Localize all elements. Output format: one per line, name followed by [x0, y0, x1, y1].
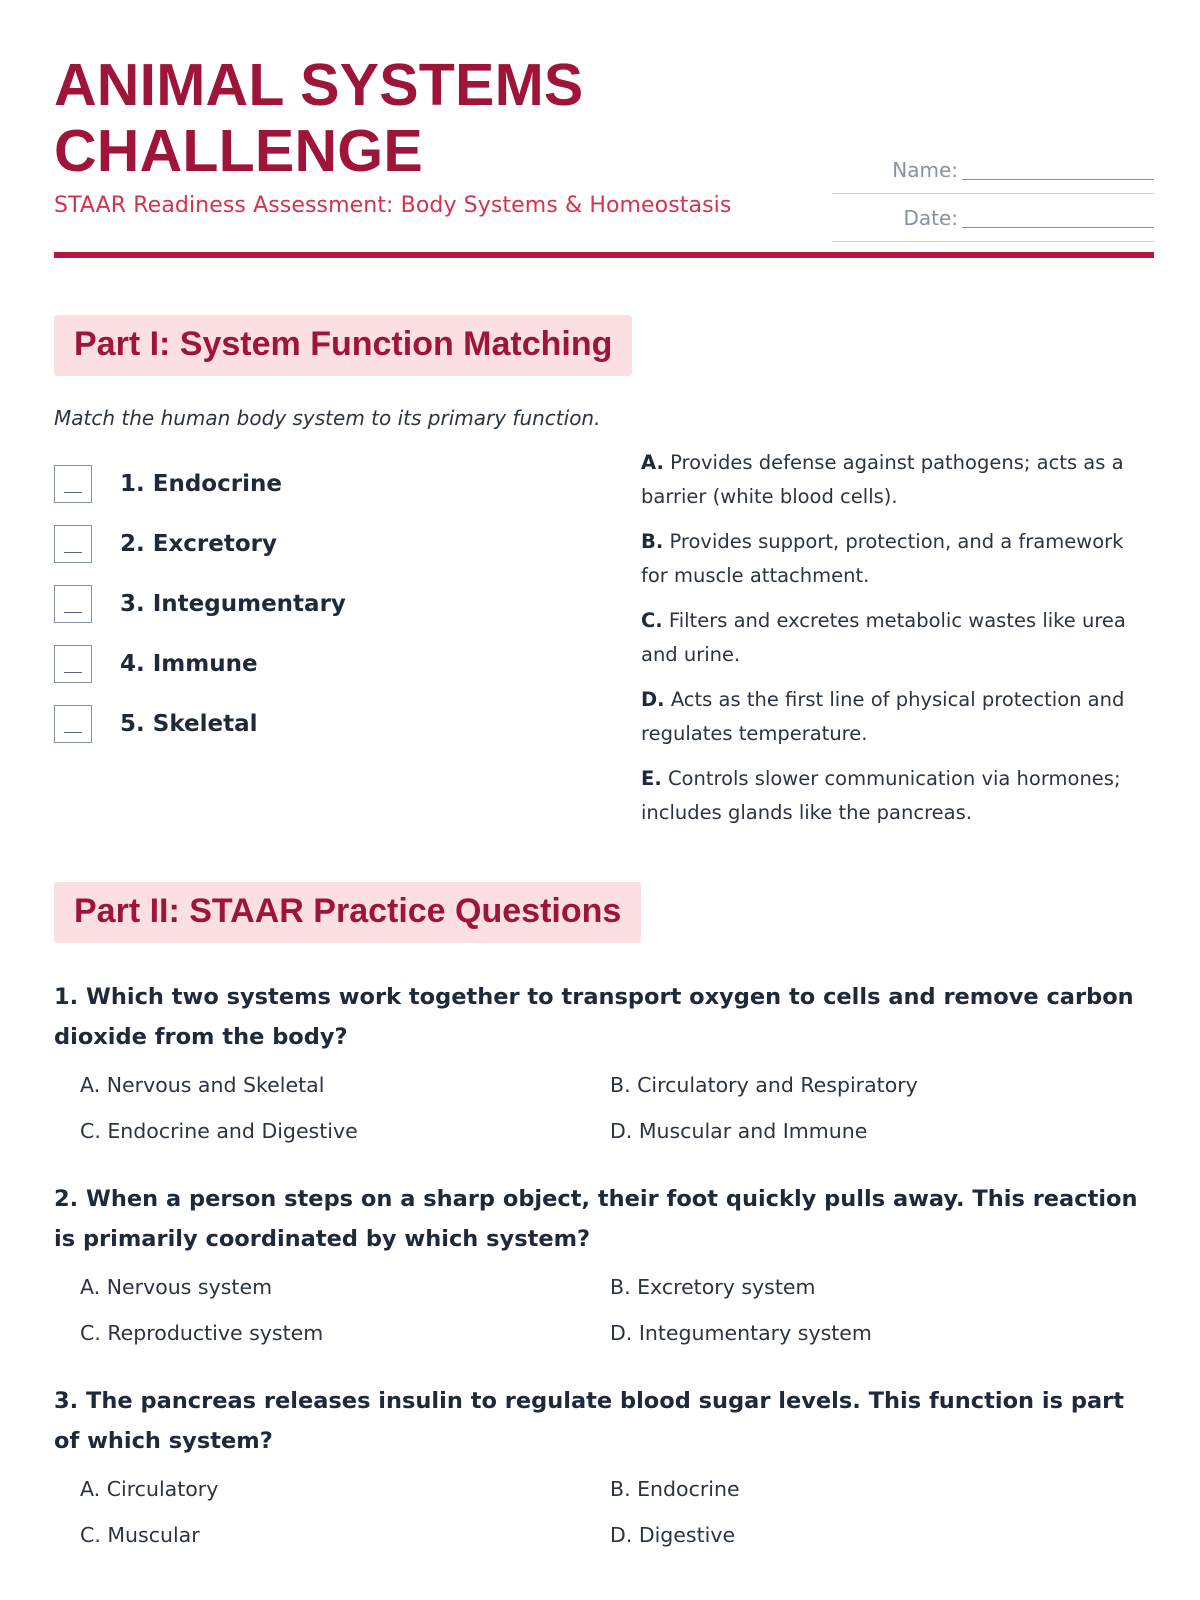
worksheet-page [54, 52, 1154, 1547]
part2-heading: Part II: STAAR Practice Questions [54, 882, 641, 943]
answer-box[interactable] [54, 645, 92, 683]
question-text: 1. Which two systems work together to transport oxygen to cells and remove carbon dioxide from the body? [54, 984, 1134, 1050]
answer-options [54, 1069, 1154, 1147]
definition-text: Provides support, protection, and a framework for muscle attachment. [641, 530, 1124, 587]
answer-options [54, 1271, 1154, 1349]
worksheet-title [54, 52, 694, 184]
question-block [54, 1179, 1154, 1349]
answer-box[interactable] [54, 585, 92, 623]
match-item [54, 574, 574, 634]
definition-text: Acts as the first line of physical protection and regulates temperature. [641, 688, 1125, 745]
answer-option[interactable]: C. Muscular [80, 1523, 200, 1547]
date-field[interactable] [832, 194, 1154, 242]
match-item [54, 694, 574, 754]
function-definition [641, 525, 1141, 593]
answer-options [54, 1473, 1154, 1551]
answer-option[interactable]: C. Endocrine and Digestive [80, 1119, 358, 1143]
part1-instruction: Match the human body system to its primary function. [54, 406, 601, 430]
title-line-2: CHALLENGE [54, 118, 423, 184]
definition-letter: C. [641, 609, 663, 632]
question-block [54, 1381, 1154, 1551]
answer-option[interactable]: C. Reproductive system [80, 1321, 324, 1345]
answer-box[interactable] [54, 705, 92, 743]
answer-option[interactable]: B. Excretory system [610, 1275, 816, 1299]
name-field[interactable] [832, 146, 1154, 194]
definition-text: Provides defense against pathogens; acts as a barrier (white blood cells). [641, 451, 1124, 508]
answer-option[interactable]: D. Integumentary system [610, 1321, 872, 1345]
student-info-fields [832, 146, 1154, 242]
match-item [54, 634, 574, 694]
title-line-1: ANIMAL SYSTEMS [54, 52, 584, 118]
system-label: 4. Immune [120, 651, 258, 677]
answer-option[interactable]: D. Digestive [610, 1523, 736, 1547]
worksheet-subtitle: STAAR Readiness Assessment: Body Systems & Homeostasis [54, 193, 732, 218]
header-divider [54, 252, 1154, 258]
answer-option[interactable]: B. Circulatory and Respiratory [610, 1073, 918, 1097]
name-blank-line[interactable] [962, 179, 1154, 180]
definition-letter: B. [641, 530, 664, 553]
match-item [54, 454, 574, 514]
question-block [54, 977, 1154, 1147]
answer-blank [64, 672, 82, 673]
answer-option[interactable]: D. Muscular and Immune [610, 1119, 868, 1143]
answer-blank [64, 552, 82, 553]
system-label: 2. Excretory [120, 531, 278, 557]
matching-area [54, 451, 1154, 844]
part2-section [54, 882, 1154, 1551]
function-definition [641, 683, 1141, 751]
definition-letter: D. [641, 688, 665, 711]
system-label: 5. Skeletal [120, 711, 258, 737]
definition-text: Controls slower communication via hormones; includes glands like the pancreas. [641, 767, 1121, 824]
part1-section [54, 315, 1154, 844]
answer-box[interactable] [54, 465, 92, 503]
definition-letter: A. [641, 451, 664, 474]
function-definition [641, 604, 1141, 672]
question-text: 3. The pancreas releases insulin to regulate blood sugar levels. This function is part of which system? [54, 1388, 1124, 1454]
system-label: 3. Integumentary [120, 591, 346, 617]
function-list [641, 446, 1141, 841]
match-item [54, 514, 574, 574]
worksheet-header [54, 52, 1154, 262]
function-definition [641, 446, 1141, 514]
date-label: Date: [903, 206, 958, 230]
answer-option[interactable]: A. Nervous system [80, 1275, 273, 1299]
answer-blank [64, 612, 82, 613]
answer-blank [64, 732, 82, 733]
answer-option[interactable]: B. Endocrine [610, 1477, 740, 1501]
answer-option[interactable]: A. Nervous and Skeletal [80, 1073, 325, 1097]
answer-blank [64, 492, 82, 493]
answer-box[interactable] [54, 525, 92, 563]
part1-heading: Part I: System Function Matching [54, 315, 632, 376]
system-list [54, 454, 574, 754]
name-label: Name: [892, 158, 958, 182]
definition-letter: E. [641, 767, 662, 790]
date-blank-line[interactable] [962, 227, 1154, 228]
definition-text: Filters and excretes metabolic wastes like urea and urine. [641, 609, 1126, 666]
question-text: 2. When a person steps on a sharp object, their foot quickly pulls away. This reaction is primarily coordinated by which system? [54, 1186, 1138, 1252]
function-definition [641, 762, 1141, 830]
answer-option[interactable]: A. Circulatory [80, 1477, 219, 1501]
system-label: 1. Endocrine [120, 471, 282, 497]
